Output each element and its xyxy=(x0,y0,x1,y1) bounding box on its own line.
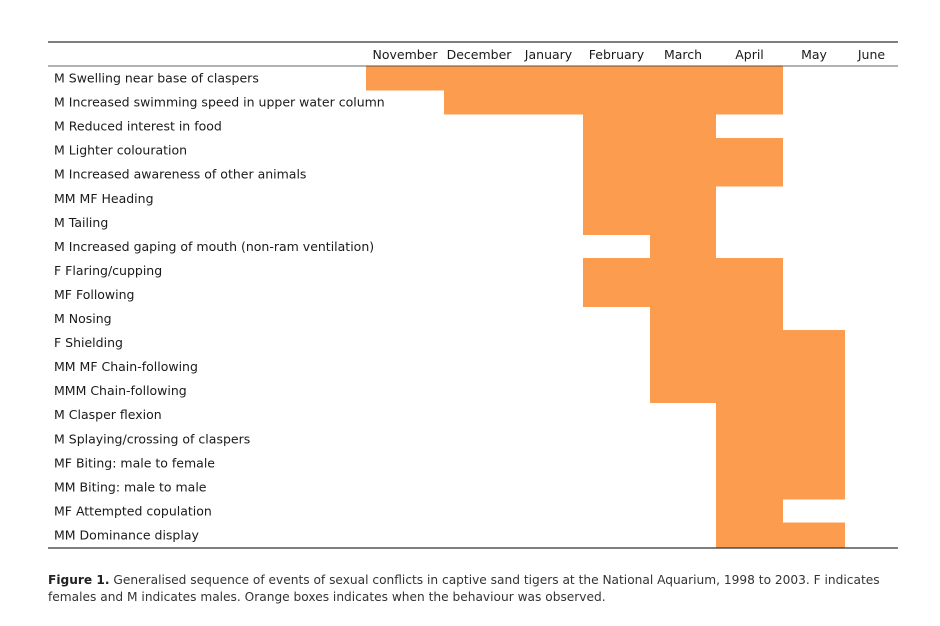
figure-caption-text: Generalised sequence of events of sexual conflicts in captive sand tigers at the National Aquarium, 1998 to 2003. F indicates females and M indicates males. Orange boxes indicates when the behaviour was observed. xyxy=(48,573,880,604)
row-label-17: MM Biting: male to male xyxy=(54,479,207,495)
bar-row-1 xyxy=(444,90,783,115)
row-label-14: M Clasper flexion xyxy=(54,407,162,423)
month-header-march: March xyxy=(663,47,703,62)
bar-row-17 xyxy=(716,474,845,499)
row-label-8: F Flaring/cupping xyxy=(54,262,163,278)
bar-row-6 xyxy=(583,210,716,235)
bar-row-16 xyxy=(716,450,845,475)
month-header-february: February xyxy=(588,47,645,62)
bar-row-14 xyxy=(716,402,845,427)
bar-row-19 xyxy=(716,523,845,548)
row-label-18: MF Attempted copulation xyxy=(54,503,212,519)
bar-row-13 xyxy=(650,378,845,403)
row-label-11: F Shielding xyxy=(54,335,123,351)
row-label-15: M Splaying/crossing of claspers xyxy=(54,431,251,447)
figure-caption xyxy=(48,572,900,606)
month-header-january: January xyxy=(524,47,573,62)
bar-row-12 xyxy=(650,354,845,379)
bar-row-11 xyxy=(650,330,845,355)
month-header-may: May xyxy=(801,47,827,62)
row-label-13: MMM Chain-following xyxy=(54,383,187,399)
month-header-november: November xyxy=(372,47,438,62)
bar-row-2 xyxy=(583,114,716,139)
row-label-16: MF Biting: male to female xyxy=(54,455,215,471)
bar-row-15 xyxy=(716,426,845,451)
row-label-7: M Increased gaping of mouth (non-ram ventilation) xyxy=(54,238,375,254)
row-label-3: M Lighter colouration xyxy=(54,142,188,158)
bar-row-4 xyxy=(583,162,783,187)
figure-caption-label: Figure 1. xyxy=(48,573,110,587)
month-header-april: April xyxy=(735,47,764,62)
bar-row-0 xyxy=(366,66,783,91)
month-header-june: June xyxy=(857,47,886,62)
row-label-12: MM MF Chain-following xyxy=(54,359,198,375)
bar-row-3 xyxy=(583,138,783,163)
row-label-10: M Nosing xyxy=(54,311,112,327)
row-label-5: MM MF Heading xyxy=(54,190,154,206)
row-label-6: M Tailing xyxy=(54,214,109,230)
row-label-0: M Swelling near base of claspers xyxy=(54,70,259,86)
bar-row-5 xyxy=(583,186,716,211)
bar-row-8 xyxy=(583,258,783,283)
month-header-december: December xyxy=(446,47,512,62)
bar-row-9 xyxy=(583,282,783,307)
row-label-19: MM Dominance display xyxy=(54,527,199,543)
bar-row-18 xyxy=(716,499,783,524)
bar-row-7 xyxy=(650,234,716,259)
row-label-4: M Increased awareness of other animals xyxy=(54,166,307,182)
bar-row-10 xyxy=(650,306,783,331)
row-label-1: M Increased swimming speed in upper water column xyxy=(54,94,385,110)
row-label-9: MF Following xyxy=(54,286,135,302)
row-label-2: M Reduced interest in food xyxy=(54,118,222,134)
